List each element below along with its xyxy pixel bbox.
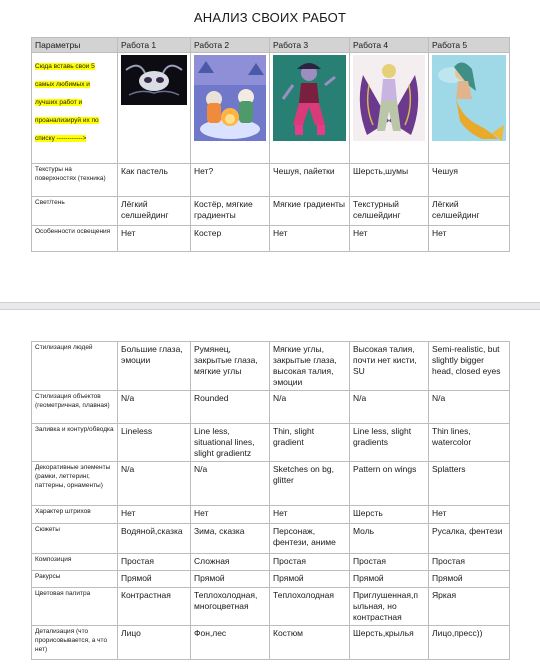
- cell-work-2: Румянец, закрытые глаза, мягкие углы: [191, 342, 270, 391]
- row-label: Текстуры на поверхностях (техника): [32, 164, 118, 197]
- cell-work-1: Лицо: [118, 626, 191, 660]
- row-label: Сюжеты: [32, 524, 118, 554]
- instruction-cell: [32, 53, 118, 164]
- cell-work-2: Прямой: [191, 571, 270, 588]
- cell-work-4: Приглушенная,п ыльная, но контрастная: [350, 588, 429, 626]
- cell-work-4: Моль: [350, 524, 429, 554]
- dark-water-creature-art: [121, 55, 187, 141]
- cell-work-5: Чешуя: [429, 164, 510, 197]
- cell-work-2: Нет: [191, 506, 270, 524]
- cell-work-1: Лёгкий селшейдинг: [118, 197, 191, 226]
- cell-work-1: N/a: [118, 462, 191, 506]
- cell-work-4: Шерсть,шумы: [350, 164, 429, 197]
- cell-work-3: Теплохолодная: [270, 588, 350, 626]
- table-row: [32, 342, 510, 391]
- golden-mermaid-art: [432, 55, 506, 141]
- row-label: Декоративные элементы (рамки, леттеринг, паттерны, орнаменты): [32, 462, 118, 506]
- cell-work-2: Костер: [191, 226, 270, 252]
- cell-work-4: Высокая талия, почти нет кисти, SU: [350, 342, 429, 391]
- winter-campfire-art: [194, 55, 266, 141]
- table-row: [32, 164, 510, 197]
- cell-work-5: Прямой: [429, 571, 510, 588]
- row-label: Свет/тень: [32, 197, 118, 226]
- cell-work-4: Line less, slight gradients: [350, 424, 429, 462]
- header-work-4: Работа 4: [350, 38, 429, 53]
- header-work-3: Работа 3: [270, 38, 350, 53]
- cell-work-2: Теплохолодная, многоцветная: [191, 588, 270, 626]
- cell-work-5: Русалка, фентези: [429, 524, 510, 554]
- cell-work-4: Прямой: [350, 571, 429, 588]
- cell-work-3: Чешуя, пайетки: [270, 164, 350, 197]
- pink-costume-character-art: [273, 55, 346, 141]
- cell-work-4: Нет: [350, 226, 429, 252]
- header-work-1: Работа 1: [118, 38, 191, 53]
- cell-work-3: Sketches on bg, glitter: [270, 462, 350, 506]
- cell-work-3: N/a: [270, 391, 350, 424]
- document-page-2: [0, 310, 540, 672]
- document-page-1: [0, 0, 540, 302]
- cell-work-4: Простая: [350, 554, 429, 571]
- cell-work-2: Костёр, мягкие градиенты: [191, 197, 270, 226]
- table-row: [32, 226, 510, 252]
- cell-work-1: Нет: [118, 226, 191, 252]
- table-row: [32, 391, 510, 424]
- cell-work-4: Pattern on wings: [350, 462, 429, 506]
- cell-work-1: N/a: [118, 391, 191, 424]
- cell-work-1: Большие глаза, эмоции: [118, 342, 191, 391]
- page-break: [0, 302, 540, 310]
- cell-work-4: Шерсть: [350, 506, 429, 524]
- cell-work-3: Нет: [270, 226, 350, 252]
- cell-work-3: Персонаж, фентези, аниме: [270, 524, 350, 554]
- cell-work-1: Простая: [118, 554, 191, 571]
- cell-work-5: Нет: [429, 226, 510, 252]
- cell-work-2: Сложная: [191, 554, 270, 571]
- cell-work-2: Фон,лес: [191, 626, 270, 660]
- cell-work-5: Splatters: [429, 462, 510, 506]
- cell-work-5: Яркая: [429, 588, 510, 626]
- table-row: [32, 197, 510, 226]
- cell-work-2: Rounded: [191, 391, 270, 424]
- header-params: Параметры: [32, 38, 118, 53]
- instruction-text: Сюда вставь свои 5 самых любимых и лучших работ и проанализируй их по списку ------------>: [35, 63, 99, 142]
- header-work-5: Работа 5: [429, 38, 510, 53]
- row-label: Стилизация объектов (геометричная, плавная): [32, 391, 118, 424]
- row-label: Детализация (что прорисовывается, а что нет): [32, 626, 118, 660]
- table-row: [32, 554, 510, 571]
- artwork-row: [32, 53, 510, 164]
- artwork-cell: [191, 53, 270, 164]
- table-row: [32, 626, 510, 660]
- row-label: Композиция: [32, 554, 118, 571]
- cell-work-5: Простая: [429, 554, 510, 571]
- cell-work-2: Нет?: [191, 164, 270, 197]
- artwork-cell: [270, 53, 350, 164]
- cell-work-3: Мягкие градиенты: [270, 197, 350, 226]
- row-label: Цветовая палитра: [32, 588, 118, 626]
- analysis-table-1: [31, 37, 510, 252]
- cell-work-1: Контрастная: [118, 588, 191, 626]
- cell-work-5: Лёгкий селшейдинг: [429, 197, 510, 226]
- cell-work-3: Простая: [270, 554, 350, 571]
- table-row: [32, 524, 510, 554]
- cell-work-5: N/a: [429, 391, 510, 424]
- table-row: [32, 506, 510, 524]
- table-row: [32, 462, 510, 506]
- cell-work-5: Thin lines, watercolor: [429, 424, 510, 462]
- cell-work-1: Как пастель: [118, 164, 191, 197]
- cell-work-3: Нет: [270, 506, 350, 524]
- cell-work-1: Прямой: [118, 571, 191, 588]
- cell-work-1: Водяной,сказка: [118, 524, 191, 554]
- table-row: [32, 571, 510, 588]
- table-row: [32, 588, 510, 626]
- cell-work-4: Текстурный селшейдинг: [350, 197, 429, 226]
- header-work-2: Работа 2: [191, 38, 270, 53]
- cell-work-3: Прямой: [270, 571, 350, 588]
- artwork-cell: [118, 53, 191, 164]
- row-label: Ракурсы: [32, 571, 118, 588]
- page-title: АНАЛИЗ СВОИХ РАБОТ: [193, 10, 347, 25]
- analysis-table-2: [31, 341, 510, 660]
- cell-work-3: Thin, slight gradient: [270, 424, 350, 462]
- artwork-cell: [350, 53, 429, 164]
- cell-work-3: Костюм: [270, 626, 350, 660]
- cell-work-5: Нет: [429, 506, 510, 524]
- row-label: Заливка и контур/обводка: [32, 424, 118, 462]
- cell-work-2: N/a: [191, 462, 270, 506]
- row-label: Стилизация людей: [32, 342, 118, 391]
- cell-work-4: N/a: [350, 391, 429, 424]
- cell-work-2: Line less, situational lines, slight gradientz: [191, 424, 270, 462]
- cell-work-5: Semi-realistic, but slightly bigger head, closed eyes: [429, 342, 510, 391]
- artwork-cell: [429, 53, 510, 164]
- table-header-row: [32, 38, 510, 53]
- cell-work-1: Lineless: [118, 424, 191, 462]
- cell-work-4: Шерсть,крылья: [350, 626, 429, 660]
- cell-work-1: Нет: [118, 506, 191, 524]
- cell-work-3: Мягкие углы, закрытые глаза, высокая талия, эмоции: [270, 342, 350, 391]
- table-row: [32, 424, 510, 462]
- row-label: Особенности освещения: [32, 226, 118, 252]
- cell-work-5: Лицо,пресс)): [429, 626, 510, 660]
- moth-girl-art: [353, 55, 425, 141]
- row-label: Характер штрихов: [32, 506, 118, 524]
- cell-work-2: Зима, сказка: [191, 524, 270, 554]
